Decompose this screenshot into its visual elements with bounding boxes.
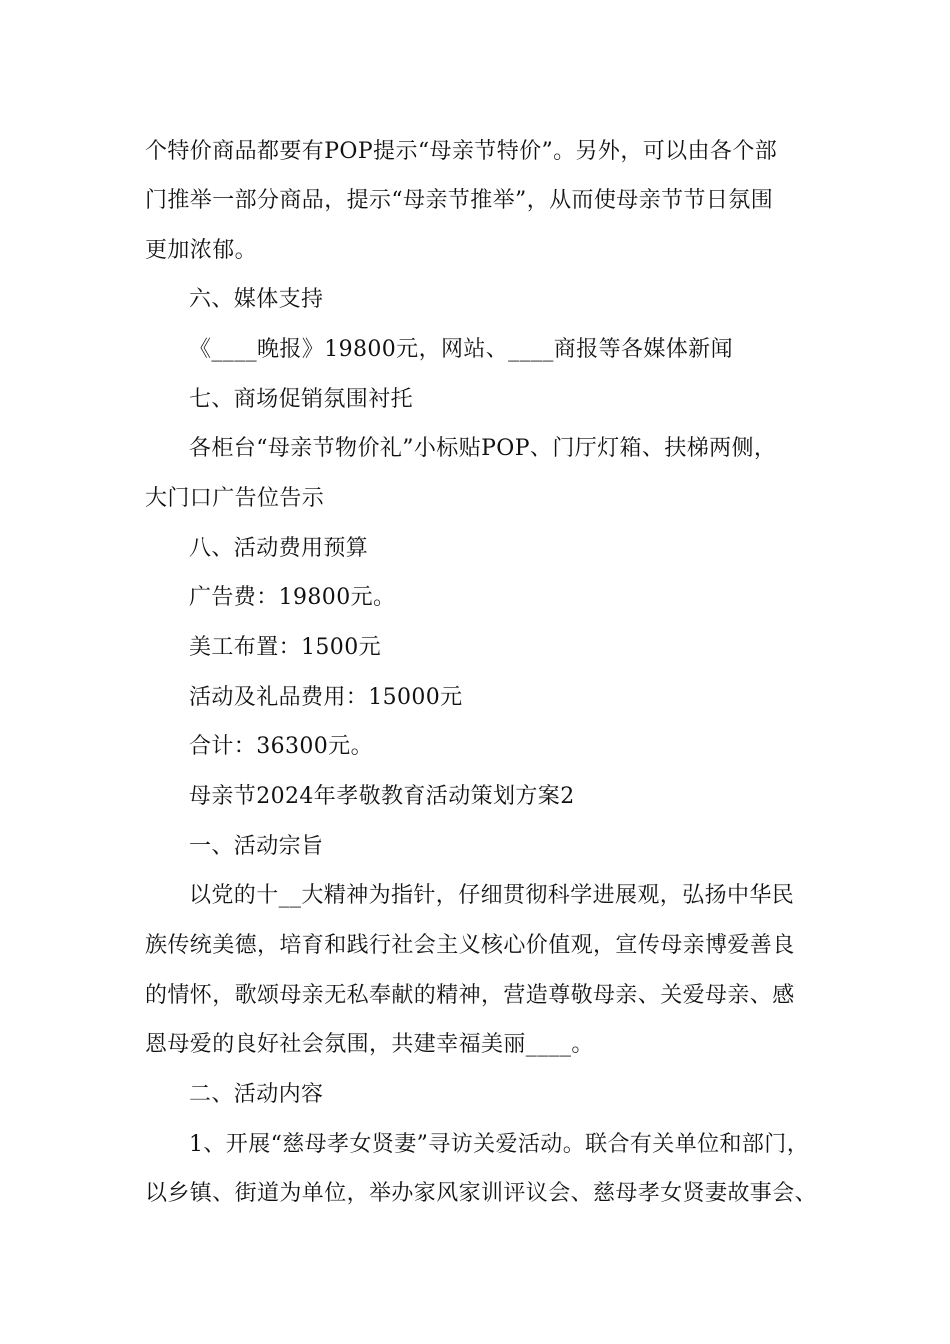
body-text-line: 更加浓郁。 xyxy=(145,238,258,263)
body-text-line: 大门口广告位告示 xyxy=(145,486,325,511)
section-heading: 一、活动宗旨 xyxy=(189,834,324,859)
body-text-line: 以乡镇、街道为单位，举办家风家训评议会、慈母孝女贤妻故事会、 xyxy=(145,1181,818,1206)
section-heading: 二、活动内容 xyxy=(189,1082,324,1107)
document-title: 母亲节2024年孝敬教育活动策划方案2 xyxy=(189,784,575,809)
body-text-line: 恩母爱的良好社会氛围，共建幸福美丽____。 xyxy=(145,1032,594,1057)
body-text-line: 个特价商品都要有POP提示“母亲节特价”。另外，可以由各个部 xyxy=(145,139,778,164)
body-text-line: 族传统美德，培育和践行社会主义核心价值观，宣传母亲博爱善良 xyxy=(145,933,795,958)
budget-item: 活动及礼品费用：15000元 xyxy=(189,685,463,710)
body-text-line: 门推举一部分商品，提示“母亲节推举”，从而使母亲节节日氛围 xyxy=(145,188,774,213)
budget-total: 合计：36300元。 xyxy=(189,734,373,759)
body-text-line: 各柜台“母亲节物价礼”小标贴POP、门厅灯箱、扶梯两侧， xyxy=(189,436,777,461)
budget-item: 美工布置：1500元 xyxy=(189,635,381,660)
body-text-line: 《____晚报》19800元，网站、____商报等各媒体新闻 xyxy=(189,337,733,362)
body-text-line: 以党的十__大精神为指针，仔细贯彻科学进展观，弘扬中华民 xyxy=(189,883,795,908)
body-text-line: 的情怀，歌颂母亲无私奉献的精神，营造尊敬母亲、关爱母亲、感 xyxy=(145,983,795,1008)
body-text-line: 1、开展“慈母孝女贤妻”寻访关爱活动。联合有关单位和部门， xyxy=(189,1132,810,1157)
section-heading: 六、媒体支持 xyxy=(189,287,324,312)
section-heading: 七、商场促销氛围衬托 xyxy=(189,387,414,412)
section-heading: 八、活动费用预算 xyxy=(189,536,369,561)
budget-item: 广告费：19800元。 xyxy=(189,585,396,610)
